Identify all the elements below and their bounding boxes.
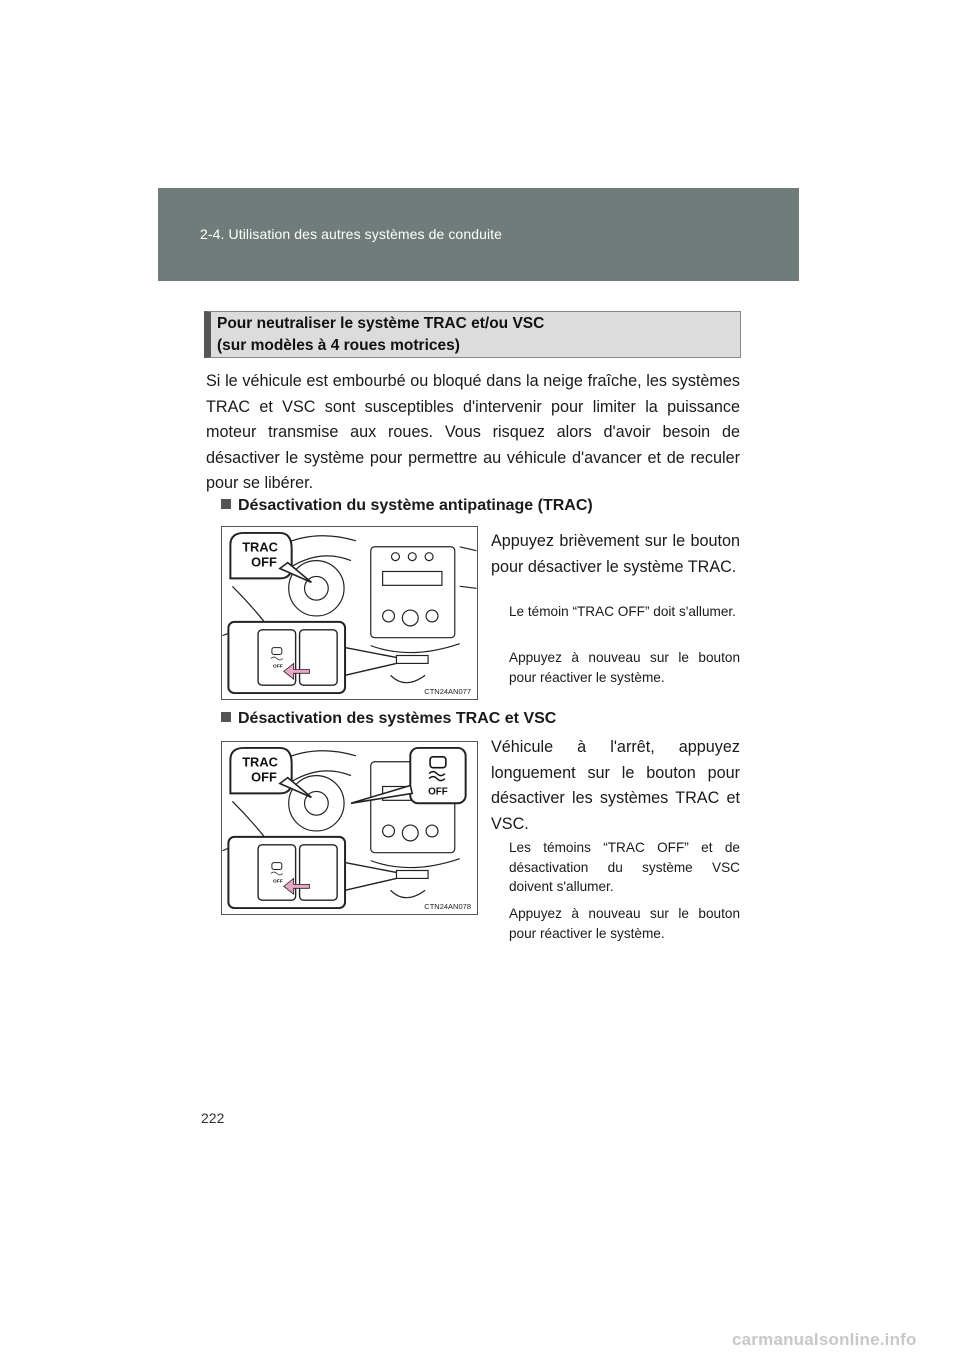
subheading-trac-vsc-text: Désactivation des systèmes TRAC et VSC: [238, 710, 557, 727]
figure-trac-vsc-off: [221, 741, 478, 915]
subheading-trac-vsc: [221, 710, 556, 728]
figure-code: CTN24AN078: [424, 902, 471, 911]
callout-trac: TRAC: [242, 754, 278, 770]
note-trac-2: Appuyez à nouveau sur le bouton pour réactiver le système.: [509, 650, 740, 685]
callout-trac: TRAC: [242, 539, 278, 555]
callout-off: OFF: [251, 554, 277, 570]
figure-trac-off: [221, 526, 478, 700]
dashboard-illustration: [222, 527, 477, 699]
instruction-trac: Appuyez brièvement sur le bouton pour désactiver le système TRAC.: [491, 532, 740, 576]
vsc-off-label: OFF: [428, 786, 448, 798]
page-number: 222: [201, 1110, 225, 1126]
subheading-trac-text: Désactivation du système antipatinage (TRAC): [238, 497, 593, 514]
button-off-label: OFF: [272, 879, 283, 885]
subheading-trac: [221, 497, 593, 515]
section-title: Pour neutraliser le système TRAC et/ou VSC: [217, 315, 545, 332]
note-trac-vsc-2: Appuyez à nouveau sur le bouton pour réactiver le système.: [509, 906, 740, 941]
section-title-box: [204, 311, 741, 358]
figure-code: CTN24AN077: [424, 687, 471, 696]
breadcrumb: 2-4. Utilisation des autres systèmes de conduite: [200, 226, 503, 242]
intro-paragraph: Si le véhicule est embourbé ou bloqué dans la neige fraîche, les systèmes TRAC et VSC sont susceptibles d'intervenir pour limiter la puissance moteur transmise aux roues. Vous risquez alors d'avoir besoin de désactiver le système pour permettre au véhicule d'avancer et de reculer pour se libérer.: [206, 372, 740, 493]
callout-off: OFF: [251, 769, 277, 785]
square-bullet-icon: [221, 712, 231, 722]
dashboard-illustration: [222, 742, 477, 914]
instruction-trac-vsc: Véhicule à l'arrêt, appuyez longuement sur le bouton pour désactiver les systèmes TRAC et VSC.: [491, 738, 740, 833]
note-trac-1: Le témoin “TRAC OFF” doit s'allumer.: [509, 604, 736, 619]
square-bullet-icon: [221, 499, 231, 509]
watermark: carmanualsonline.info: [732, 1330, 917, 1349]
section-subtitle: (sur modèles à 4 roues motrices): [217, 337, 460, 354]
chapter-header: [158, 188, 799, 281]
button-off-label: OFF: [272, 664, 283, 670]
note-trac-vsc-1: Les témoins “TRAC OFF” et de désactivation du système VSC doivent s'allumer.: [509, 840, 740, 894]
